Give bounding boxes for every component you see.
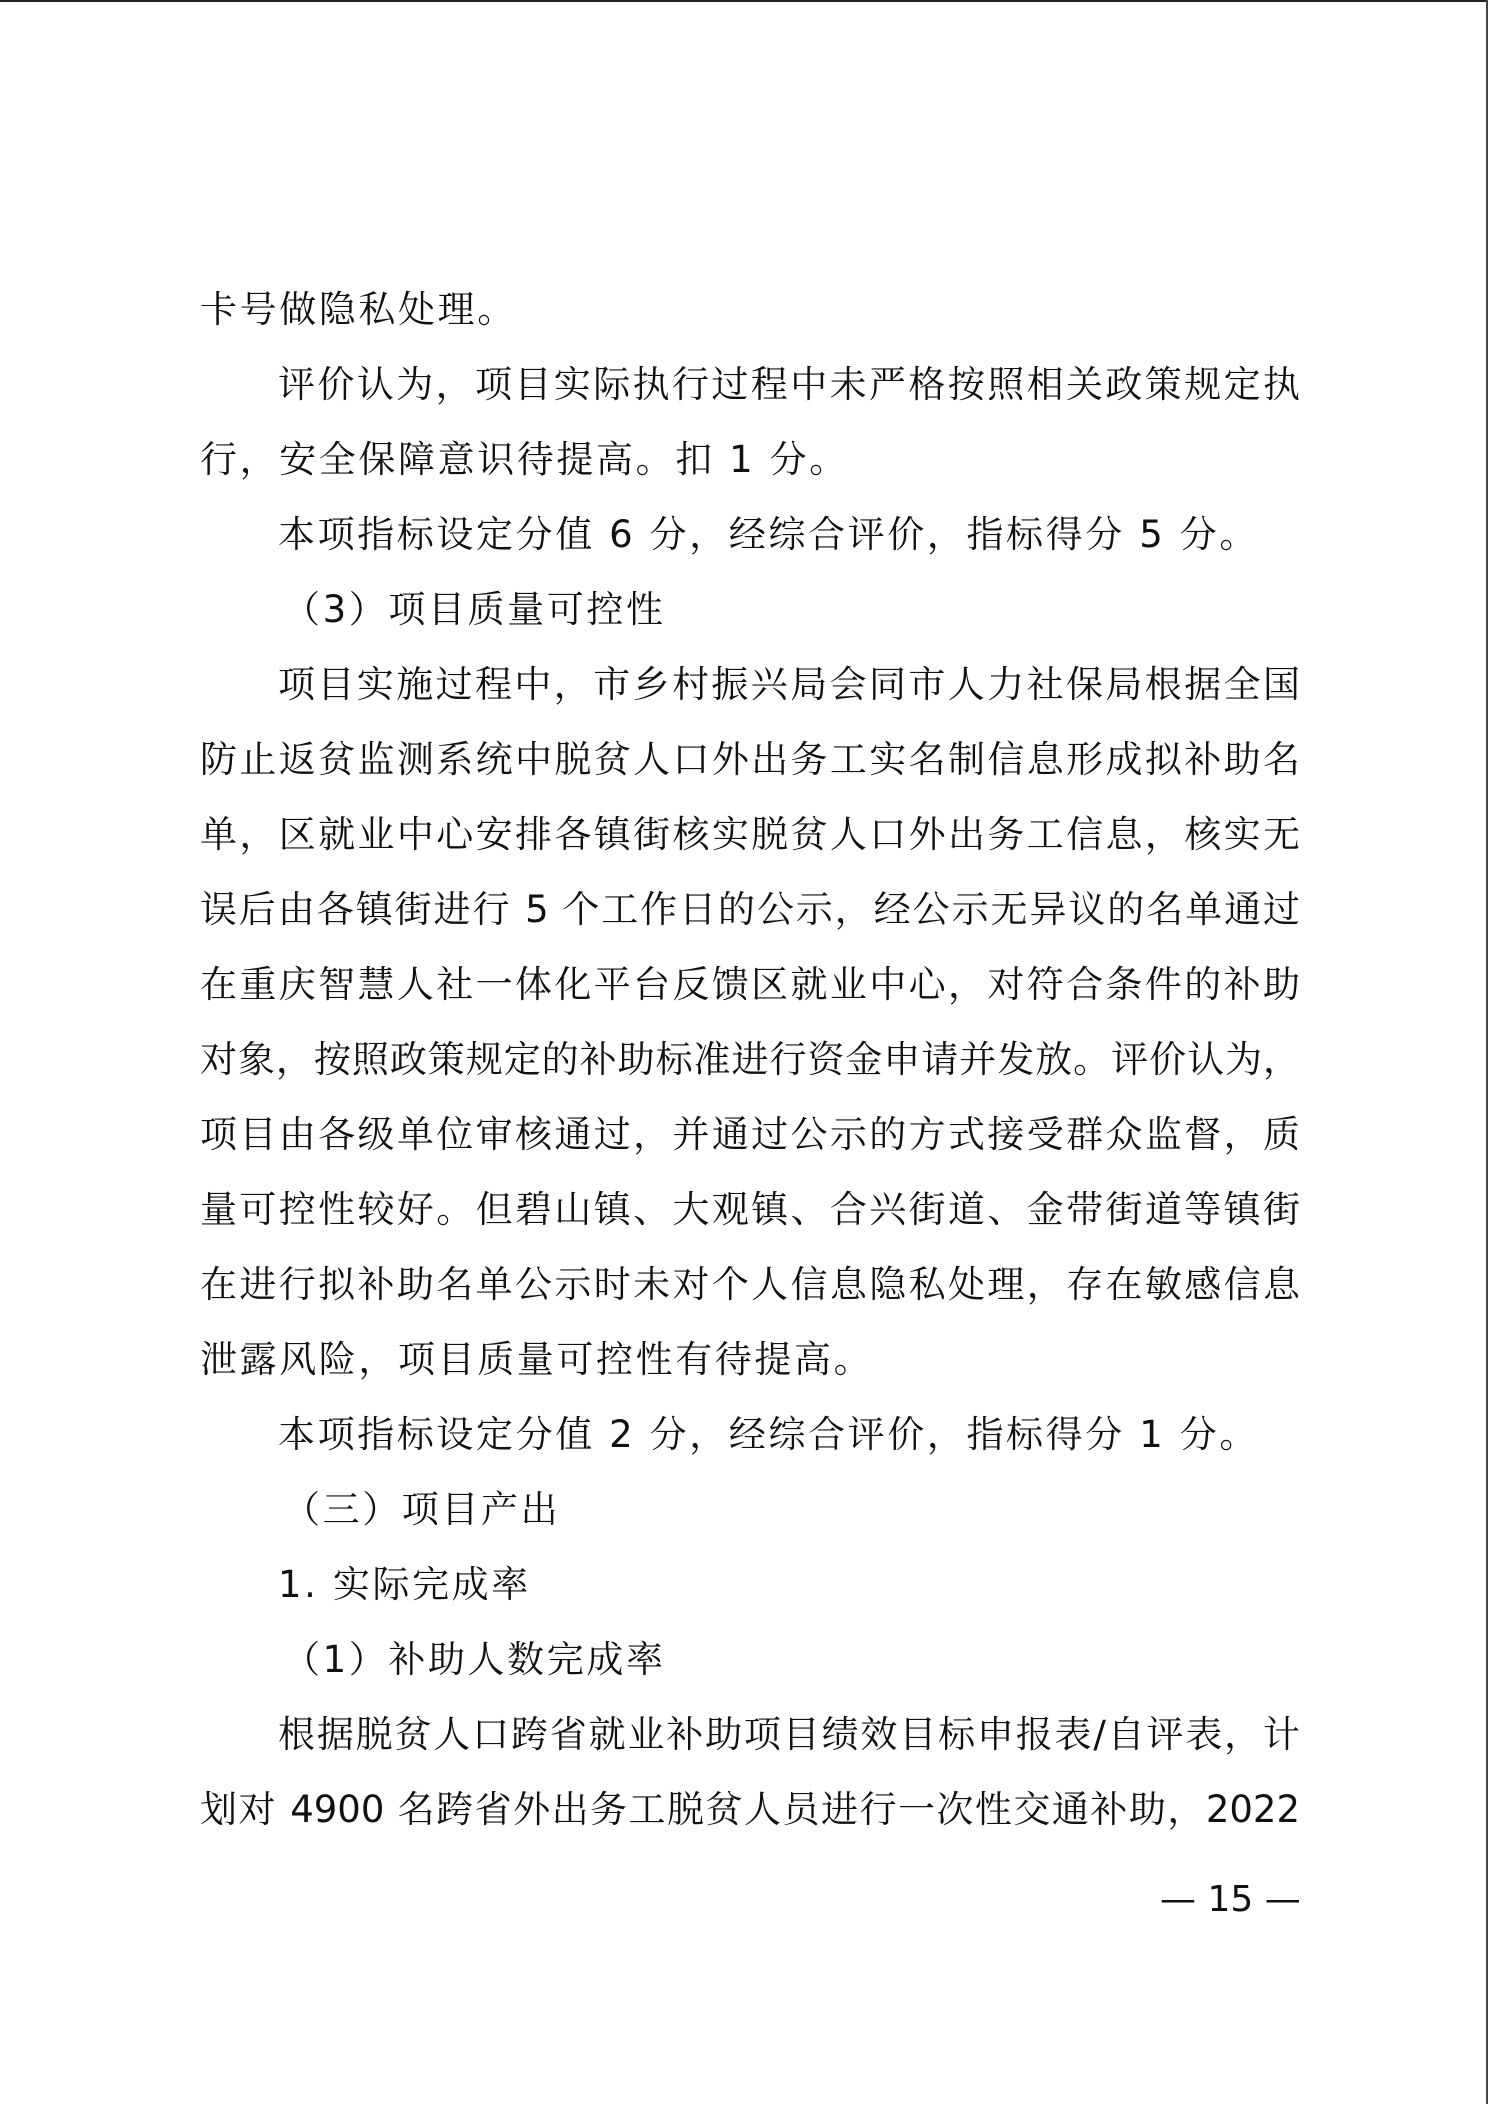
text-line: 防止返贫监测系统中脱贫人口外出务工实名制信息形成拟补助名 [200,738,1300,781]
page-top-border [0,0,1488,2]
text-line: 行，安全保障意识待提高。扣 1 分。 [200,438,849,481]
section-heading: （1）补助人数完成率 [283,1638,666,1681]
text-line: 误后由各镇街进行 5 个工作日的公示，经公示无异议的名单通过 [200,888,1300,931]
text-line: 卡号做隐私处理。 [200,288,517,331]
text-line: 对象，按照政策规定的补助标准进行资金申请并发放。评价认为， [200,1038,1300,1081]
text-line: 项目实施过程中，市乡村振兴局会同市人力社保局根据全国 [278,663,1300,706]
text-line: 本项指标设定分值 6 分，经综合评价，指标得分 5 分。 [278,513,1259,556]
text-line: 项目由各级单位审核通过，并通过公示的方式接受群众监督，质 [200,1113,1300,1156]
text-line: 单，区就业中心安排各镇街核实脱贫人口外出务工信息，核实无 [200,813,1300,856]
section-heading: （3）项目质量可控性 [283,588,666,631]
text-line: 在重庆智慧人社一体化平台反馈区就业中心，对符合条件的补助 [200,963,1300,1006]
section-heading: 1. 实际完成率 [278,1563,531,1606]
text-line: 根据脱贫人口跨省就业补助项目绩效目标申报表/自评表，计 [278,1713,1300,1756]
text-line: 在进行拟补助名单公示时未对个人信息隐私处理，存在敏感信息 [200,1263,1300,1306]
text-line: 量可控性较好。但碧山镇、大观镇、合兴街道、金带街道等镇街 [200,1188,1300,1231]
text-line: 本项指标设定分值 2 分，经综合评价，指标得分 1 分。 [278,1413,1259,1456]
text-line: 评价认为，项目实际执行过程中未严格按照相关政策规定执 [278,363,1300,406]
text-line: 划对 4900 名跨省外出务工脱贫人员进行一次性交通补助，2022 [200,1788,1300,1831]
text-line: 泄露风险，项目质量可控性有待提高。 [200,1338,874,1381]
section-heading: （三）项目产出 [283,1488,561,1531]
page-number: — 15 — [1160,1879,1301,1920]
